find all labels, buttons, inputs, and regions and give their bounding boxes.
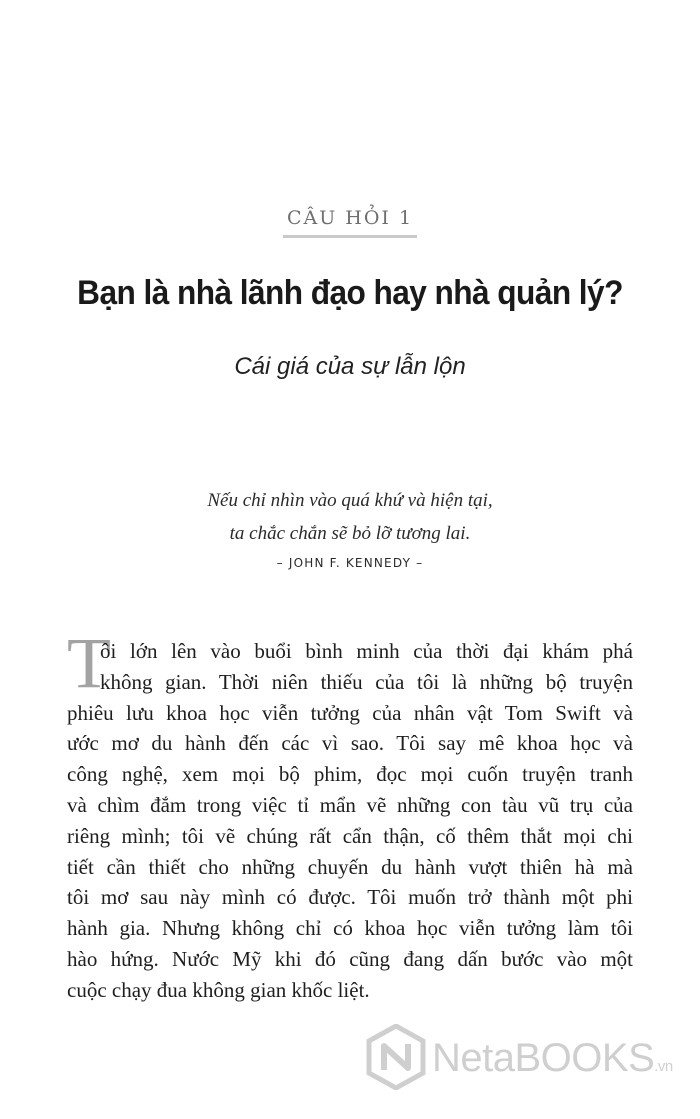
chapter-label-text: CÂU HỎI 1 xyxy=(283,207,417,238)
drop-cap: T xyxy=(67,623,111,703)
epigraph-attribution: – JOHN F. KENNEDY – xyxy=(276,556,424,570)
netabooks-watermark xyxy=(364,1022,700,1094)
body-line: không gian. Thời niên thiếu của tôi là những bộ truyện xyxy=(100,669,633,694)
body-paragraph xyxy=(67,636,633,1006)
body-line: riêng mình; tôi vẽ chúng rất cẩn thận, cố thêm thắt mọi chi xyxy=(67,823,633,848)
epigraph-quote xyxy=(0,484,700,550)
body-line: và chìm đắm trong việc tỉ mẩn vẽ những con tàu vũ trụ của xyxy=(67,792,633,817)
chapter-label xyxy=(0,207,700,238)
body-line: hành gia. Nhưng không chỉ có khoa học viễn tưởng làm tôi xyxy=(67,916,633,941)
watermark-brand: NetaBOOKS xyxy=(432,1036,655,1080)
chapter-title: Bạn là nhà lãnh đạo hay nhà quản lý? xyxy=(77,274,623,312)
chapter-subtitle: Cái giá của sự lẫn lộn xyxy=(234,353,466,380)
epigraph-line: Nếu chỉ nhìn vào quá khứ và hiện tại, xyxy=(207,490,493,511)
watermark-suffix: .vn xyxy=(654,1058,673,1075)
body-line: phiêu lưu khoa học viễn tưởng của nhân vật Tom Swift và xyxy=(67,700,633,725)
body-line: ước mơ du hành đến các vì sao. Tôi say mê khoa học và xyxy=(67,731,633,756)
netabooks-logo-icon xyxy=(366,1024,426,1090)
body-line: tiết cần thiết cho những chuyến du hành vượt thiên hà mà xyxy=(67,854,633,879)
epigraph-line: ta chắc chắn sẽ bỏ lỡ tương lai. xyxy=(229,523,471,544)
body-line: cuộc chạy đua không gian khốc liệt. xyxy=(67,977,370,1002)
body-line: công nghệ, xem mọi bộ phim, đọc mọi cuốn truyện tranh xyxy=(67,762,633,787)
body-line: ôi lớn lên vào buổi bình minh của thời đại khám phá xyxy=(100,639,633,663)
body-line: hào hứng. Nước Mỹ khi đó cũng đang dấn bước vào một xyxy=(67,946,633,971)
watermark-logo-text xyxy=(432,1036,673,1081)
body-line: tôi mơ sau này mình có được. Tôi muốn trở thành một phi xyxy=(67,885,633,910)
